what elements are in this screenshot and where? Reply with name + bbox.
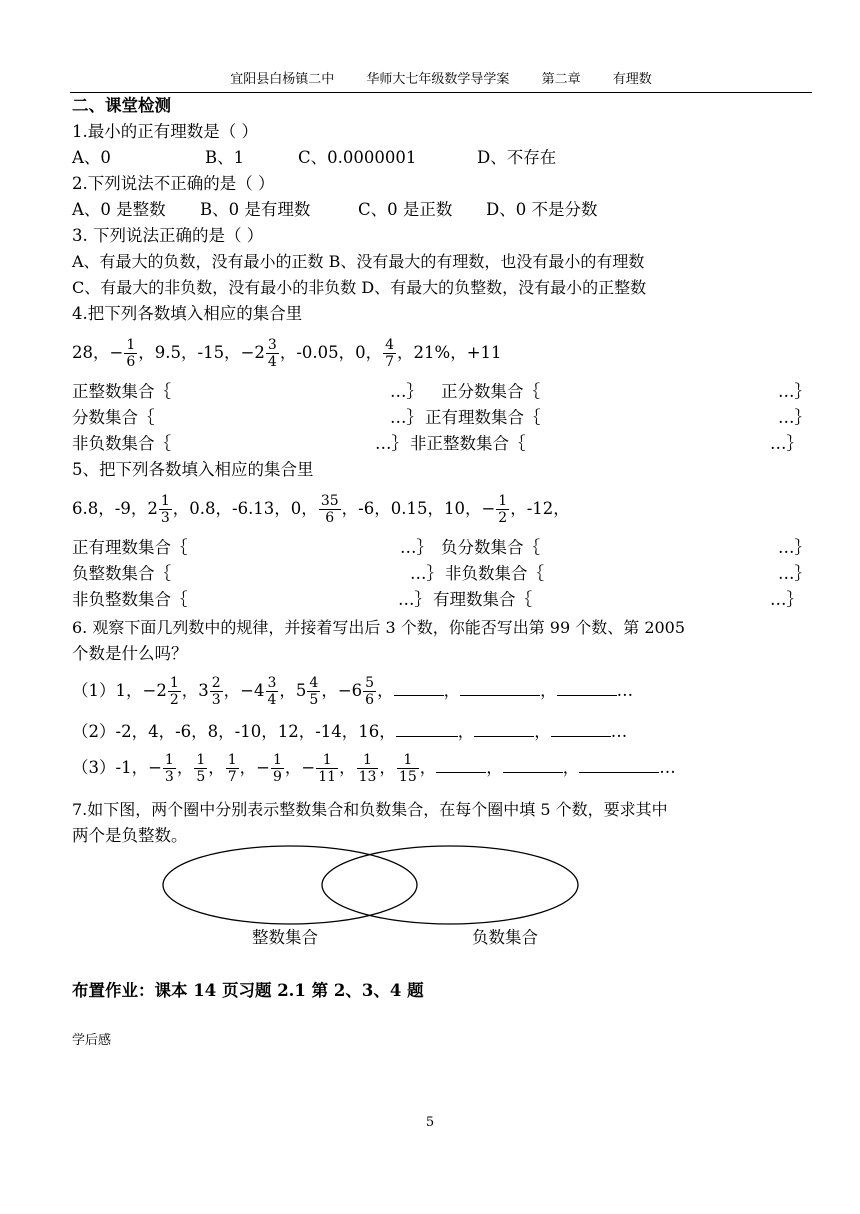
q6-seq1-prefix: （1）1， bbox=[72, 681, 143, 700]
q4-set-nonpositive-integer-label: 非正整数集合｛ bbox=[410, 434, 526, 453]
q6-seq3-term-fraction: $\frac{1}{13}$ bbox=[358, 752, 377, 785]
q3-options-cd: C、有最大的非负数，没有最小的非负数 D、有最大的负整数，没有最小的正整数 bbox=[72, 278, 647, 297]
header-school: 宜阳县白杨镇二中 bbox=[230, 72, 335, 87]
q6-seq3-term-fraction: $\frac{1}{3}$ bbox=[164, 752, 174, 785]
q4-set-close: …｝ bbox=[770, 434, 803, 453]
q4-set-nonnegative-label: 非负数集合｛ bbox=[72, 434, 171, 453]
q4-set-positive-integer-label: 正整数集合｛ bbox=[72, 382, 171, 401]
q5-stem: 5、把下列各数填入相应的集合里 bbox=[72, 460, 314, 479]
q1-option-b: B、1 bbox=[205, 148, 245, 167]
q5-fraction-1-3: $\frac{1}{3}$ bbox=[160, 493, 170, 526]
q4-set-close: …｝ bbox=[778, 408, 811, 427]
q5-set-nonnegative-label: 非负数集合｛ bbox=[445, 564, 544, 583]
q5-set-close: …｝ bbox=[778, 538, 811, 557]
q6-seq1-term-fraction: $\frac{4}{5}$ bbox=[309, 675, 319, 708]
q6-separator: ， bbox=[181, 681, 199, 700]
q5-num-text: ，0.8，-6.13，0， bbox=[172, 499, 318, 518]
q6-seq3-term-fraction: $\frac{1}{15}$ bbox=[398, 752, 417, 785]
q6-seq1-term-fraction: $\frac{3}{4}$ bbox=[267, 675, 277, 708]
q6-sequence-1: （1）1，−2 $\frac{1}{2}$ ，3 $\frac{2}{3}$ ，−4 $\frac{3}{4}$ ，5 $\frac{4}{5}$ ，−6 $\frac{5}{6}$ ， ， ， … bbox=[72, 675, 634, 708]
venn-label-integers: 整数集合 bbox=[252, 928, 318, 947]
q6-seq3-prefix: （3）-1， bbox=[72, 758, 149, 777]
header-topic: 有理数 bbox=[612, 72, 652, 87]
q6-seq1-term-whole: 3 bbox=[198, 681, 209, 700]
q6-seq1-term-fraction: $\frac{2}{3}$ bbox=[211, 675, 221, 708]
header-chapter: 第二章 bbox=[541, 72, 581, 87]
q2-option-d: D、0 不是分数 bbox=[486, 200, 598, 219]
q1-option-d: D、不存在 bbox=[477, 148, 557, 167]
q6-seq3-term-sign: − bbox=[256, 758, 270, 777]
q7-stem-line2: 两个是负整数。 bbox=[72, 826, 188, 845]
q1-option-c: C、0.0000001 bbox=[298, 148, 417, 167]
q6-seq1-ellipsis: … bbox=[616, 681, 634, 700]
q6-separator: ， bbox=[321, 681, 338, 700]
q6-seq1-term-whole: −4 bbox=[240, 681, 265, 700]
integer-set-circle[interactable] bbox=[163, 846, 417, 924]
q6-seq3-term-fraction: $\frac{1}{7}$ bbox=[227, 752, 237, 785]
q6-separator: ， bbox=[377, 681, 394, 700]
q6-seq1-term-fraction: $\frac{1}{2}$ bbox=[169, 675, 179, 708]
q3-stem: 3. 下列说法正确的是（ ） bbox=[72, 226, 264, 245]
homework-assignment: 布置作业：课本 14 页习题 2.1 第 2、3、4 题 bbox=[72, 981, 424, 1000]
q5-set-negative-integer-label: 负整数集合｛ bbox=[72, 564, 171, 583]
q5-fraction-35-6: $\frac{35}{6}$ bbox=[320, 493, 339, 526]
header-course: 华师大七年级数学导学案 bbox=[366, 72, 510, 87]
q6-seq1-term-whole: 5 bbox=[295, 681, 307, 700]
q6-separator: ， bbox=[379, 758, 396, 777]
q6-separator: ， bbox=[208, 758, 225, 777]
q4-mixed-whole: −2 bbox=[240, 343, 265, 362]
q4-stem: 4.把下列各数填入相应的集合里 bbox=[72, 304, 303, 323]
q4-num-text: ，9.5，-15， bbox=[138, 343, 241, 362]
reflection-label: 学后感 bbox=[72, 1033, 112, 1048]
q4-set-positive-rational-label: 正有理数集合｛ bbox=[425, 408, 541, 427]
q2-option-a: A、0 是整数 bbox=[72, 200, 166, 219]
q6-separator: ， bbox=[339, 758, 356, 777]
q6-sequence-3: （3）-1，− $\frac{1}{3}$ ， $\frac{1}{5}$ ， $\frac{1}{7}$ ，− $\frac{1}{9}$ ，− $\frac{1}{11}$ ， $\frac{1}{13}$ ， $\frac{1}{15}$ ， ， ， … bbox=[72, 752, 676, 785]
q6-separator: ， bbox=[284, 758, 302, 777]
q4-fraction-3-4: $\frac{3}{4}$ bbox=[267, 337, 277, 370]
q5-set-negative-fraction-label: 负分数集合｛ bbox=[441, 538, 540, 557]
q2-stem: 2.下列说法不正确的是（ ） bbox=[72, 174, 275, 193]
q4-set-close: …｝ bbox=[778, 382, 811, 401]
q4-set-close: …｝ bbox=[390, 382, 423, 401]
q1-stem: 1.最小的正有理数是（ ） bbox=[72, 122, 258, 141]
q5-mixed-whole: 2 bbox=[147, 499, 158, 518]
q6-separator: ， bbox=[279, 681, 296, 700]
q6-sequence-2: （2）-2，4，-6，8，-10，12，-14，16， ， ， … bbox=[72, 722, 628, 741]
q5-fraction-1-2: $\frac{1}{2}$ bbox=[498, 493, 508, 526]
q5-num-text: ，-12， bbox=[510, 499, 570, 518]
q5-minus: − bbox=[481, 499, 496, 518]
q6-separator: ， bbox=[419, 758, 437, 777]
q2-option-c: C、0 是正数 bbox=[358, 200, 453, 219]
page-number: 5 bbox=[425, 1115, 435, 1130]
q6-seq3-ellipsis: … bbox=[659, 758, 676, 777]
negative-set-circle[interactable] bbox=[322, 846, 578, 924]
q6-seq1-term-whole: −2 bbox=[142, 681, 167, 700]
q5-set-close: …｝ bbox=[410, 564, 443, 583]
q5-set-positive-rational-label: 正有理数集合｛ bbox=[72, 538, 188, 557]
q4-minus: − bbox=[109, 343, 124, 362]
q5-set-close: …｝ bbox=[398, 590, 431, 609]
q6-seq3-term-fraction: $\frac{1}{11}$ bbox=[318, 752, 337, 785]
q4-fraction-1-6: $\frac{1}{6}$ bbox=[126, 337, 136, 370]
q6-separator: ， bbox=[239, 758, 257, 777]
q6-seq3-term-sign: − bbox=[148, 758, 162, 777]
q5-set-nonnegative-integer-label: 非负整数集合｛ bbox=[72, 590, 188, 609]
q4-set-positive-fraction-label: 正分数集合｛ bbox=[441, 382, 540, 401]
q6-seq3-term-fraction: $\frac{1}{9}$ bbox=[273, 752, 282, 785]
q4-set-fraction-label: 分数集合｛ bbox=[72, 408, 155, 427]
q5-set-close: …｝ bbox=[400, 538, 433, 557]
q6-seq1-term-whole: −6 bbox=[337, 681, 363, 700]
q4-num-text: 28， bbox=[72, 343, 110, 362]
q5-num-text: ，-6，0.15，10， bbox=[341, 499, 482, 518]
q4-num-text: ，21%，+11 bbox=[397, 343, 502, 362]
q4-num-text: ，-0.05，0， bbox=[279, 343, 383, 362]
q4-set-close: …｝ bbox=[390, 408, 423, 427]
q4-set-close: …｝ bbox=[375, 434, 408, 453]
q6-separator: ， bbox=[176, 758, 194, 777]
q5-set-rational-label: 有理数集合｛ bbox=[433, 590, 532, 609]
q6-separator: ， bbox=[223, 681, 241, 700]
q6-seq1-term-fraction: $\frac{5}{6}$ bbox=[365, 675, 375, 708]
q4-fraction-4-7: $\frac{4}{7}$ bbox=[385, 337, 395, 370]
q3-options-ab: A、有最大的负数，没有最小的正数 B、没有最大的有理数，也没有最小的有理数 bbox=[72, 252, 645, 271]
q6-stem-line2: 个数是什么吗？ bbox=[72, 644, 188, 663]
venn-label-negatives: 负数集合 bbox=[472, 928, 538, 947]
q5-set-close: …｝ bbox=[778, 564, 811, 583]
q6-seq2-ellipsis: … bbox=[610, 722, 628, 741]
q7-stem-line1: 7.如下图，两个圈中分别表示整数集合和负数集合，在每个圈中填 5 个数，要求其中 bbox=[72, 800, 668, 819]
q5-num-text: 6.8，-9， bbox=[72, 499, 148, 518]
q2-option-b: B、0 是有理数 bbox=[200, 200, 311, 219]
section-title: 二、课堂检测 bbox=[72, 96, 171, 115]
q6-seq3-term-sign: − bbox=[301, 758, 316, 777]
q5-set-close: …｝ bbox=[770, 590, 803, 609]
q1-option-a: A、0 bbox=[72, 148, 111, 167]
q6-seq2-text: （2）-2，4，-6，8，-10，12，-14，16， bbox=[72, 722, 396, 741]
q6-seq3-term-fraction: $\frac{1}{5}$ bbox=[196, 752, 206, 785]
q6-stem-line1: 6. 观察下面几列数中的规律，并接着写出后 3 个数，你能否写出第 99 个数、第 2005 bbox=[72, 618, 686, 637]
